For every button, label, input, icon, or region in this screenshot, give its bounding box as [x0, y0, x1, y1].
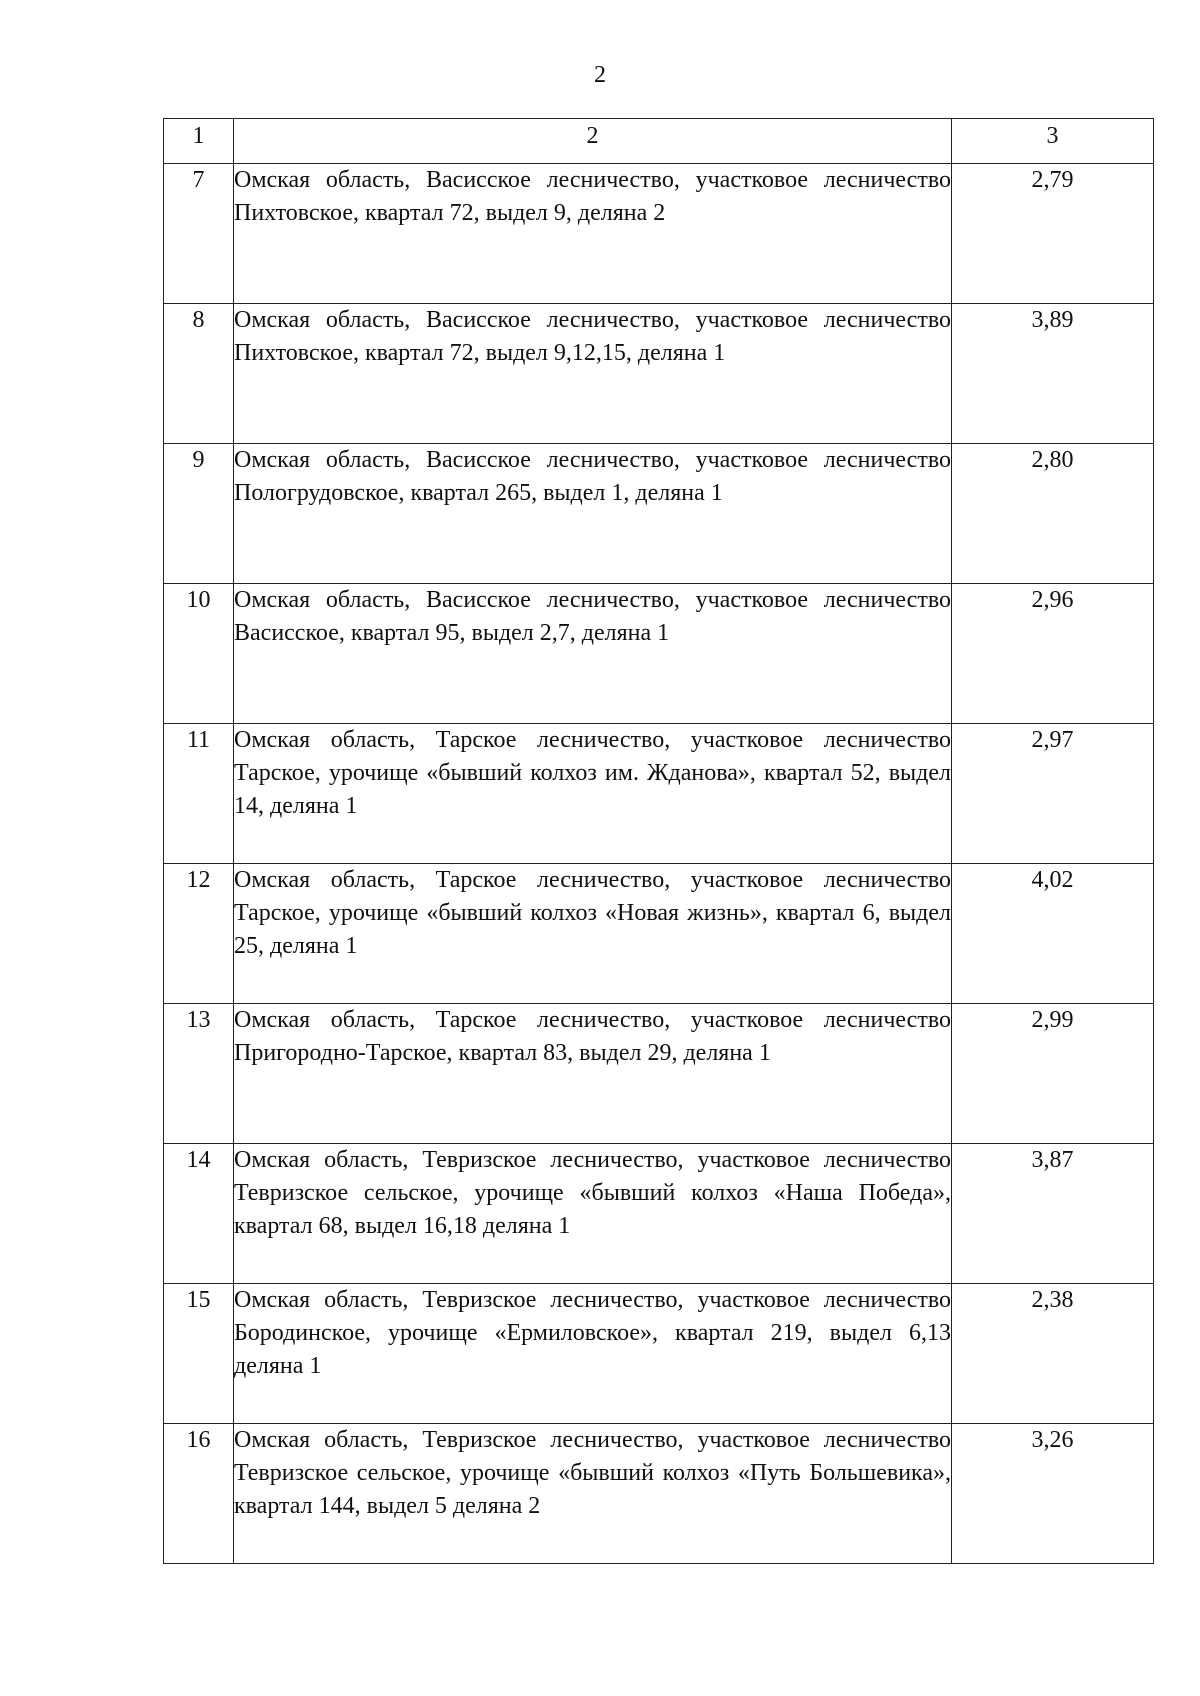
page-number: 2: [594, 62, 606, 88]
plot-area: 2,80: [952, 444, 1154, 584]
plot-area: 3,89: [952, 304, 1154, 444]
column-header-2: 2: [234, 119, 952, 164]
row-number: 15: [164, 1284, 234, 1424]
forest-plots-table: [163, 118, 1154, 1564]
table-row: [164, 864, 1154, 1004]
row-number: 11: [164, 724, 234, 864]
plot-description: Омская область, Тевризское лесничество, участковое лесничество Тевризское сельское, урочище «бывший колхоз «Наша Победа», квартал 68, выдел 16,18 деляна 1: [234, 1144, 952, 1284]
column-header-3: 3: [952, 119, 1154, 164]
column-header-1: 1: [164, 119, 234, 164]
table-row: [164, 1424, 1154, 1564]
row-number: 14: [164, 1144, 234, 1284]
plot-description: Омская область, Тарское лесничество, участковое лесничество Пригородно-Тарское, квартал 83, выдел 29, деляна 1: [234, 1004, 952, 1144]
plot-description: Омская область, Васисское лесничество, участковое лесничество Пихтовское, квартал 72, выдел 9,12,15, деляна 1: [234, 304, 952, 444]
table-row: [164, 1004, 1154, 1144]
plot-area: 2,38: [952, 1284, 1154, 1424]
plot-description: Омская область, Васисское лесничество, участковое лесничество Васисское, квартал 95, выдел 2,7, деляна 1: [234, 584, 952, 724]
plot-area: 3,87: [952, 1144, 1154, 1284]
plot-description: Омская область, Тевризское лесничество, участковое лесничество Бородинское, урочище «Ермиловское», квартал 219, выдел 6,13 деляна 1: [234, 1284, 952, 1424]
plot-area: 4,02: [952, 864, 1154, 1004]
table-row: [164, 444, 1154, 584]
row-number: 12: [164, 864, 234, 1004]
table-row: [164, 724, 1154, 864]
row-number: 8: [164, 304, 234, 444]
row-number: 7: [164, 164, 234, 304]
row-number: 10: [164, 584, 234, 724]
plot-area: 2,79: [952, 164, 1154, 304]
plot-area: 2,99: [952, 1004, 1154, 1144]
plot-area: 2,97: [952, 724, 1154, 864]
table-header-row: [164, 119, 1154, 164]
plot-description: Омская область, Тарское лесничество, участковое лесничество Тарское, урочище «бывший колхоз «Новая жизнь», квартал 6, выдел 25, деляна 1: [234, 864, 952, 1004]
plot-area: 3,26: [952, 1424, 1154, 1564]
row-number: 13: [164, 1004, 234, 1144]
plot-description: Омская область, Тарское лесничество, участковое лесничество Тарское, урочище «бывший колхоз им. Жданова», квартал 52, выдел 14, деляна 1: [234, 724, 952, 864]
table-row: [164, 584, 1154, 724]
plot-description: Омская область, Тевризское лесничество, участковое лесничество Тевризское сельское, урочище «бывший колхоз «Путь Большевика», квартал 144, выдел 5 деляна 2: [234, 1424, 952, 1564]
row-number: 9: [164, 444, 234, 584]
plot-description: Омская область, Васисское лесничество, участковое лесничество Пихтовское, квартал 72, выдел 9, деляна 2: [234, 164, 952, 304]
table-row: [164, 304, 1154, 444]
plot-description: Омская область, Васисское лесничество, участковое лесничество Пологрудовское, квартал 265, выдел 1, деляна 1: [234, 444, 952, 584]
table-row: [164, 164, 1154, 304]
row-number: 16: [164, 1424, 234, 1564]
table-row: [164, 1144, 1154, 1284]
plot-area: 2,96: [952, 584, 1154, 724]
table-row: [164, 1284, 1154, 1424]
